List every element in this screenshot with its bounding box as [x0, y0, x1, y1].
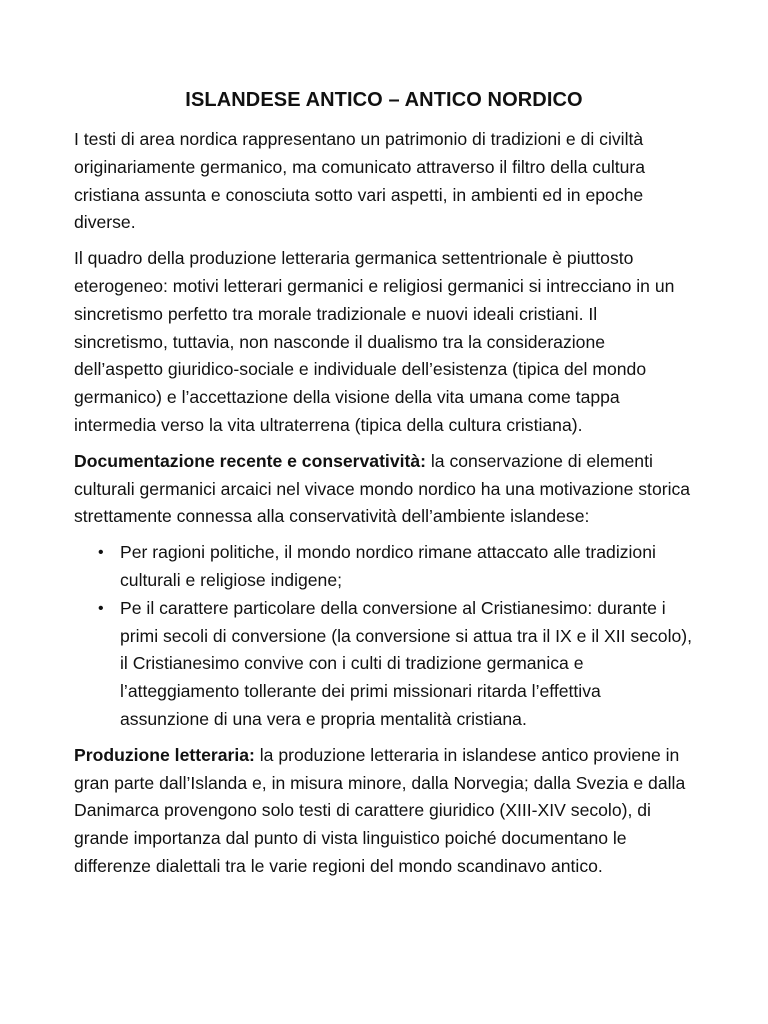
list-item-text: Per ragioni politiche, il mondo nordico rimane attaccato alle tradizioni culturali e religiose indigene;	[120, 542, 656, 590]
documentazione-paragraph	[74, 448, 694, 531]
intro-paragraph: I testi di area nordica rappresentano un patrimonio di tradizioni e di civiltà originariamente germanico, ma comunicato attraverso il filtro della cultura cristiana assunta e conosciuta sotto vari aspetti, in ambienti ed in epoche diverse.	[74, 129, 646, 233]
reasons-list	[74, 539, 694, 734]
produzione-lead: Produzione letteraria:	[74, 744, 255, 765]
produzione-paragraph	[74, 742, 694, 881]
document-title: ISLANDESE ANTICO – ANTICO NORDICO	[185, 89, 583, 111]
documentazione-text: la conservazione di elementi culturali germanici arcaici nel vivace mondo nordico ha una motivazione storica strettamente connessa alla conservatività dell’ambiente islandese:	[74, 450, 691, 527]
quadro-paragraph: Il quadro della produzione letteraria germanica settentrionale è piuttosto eterogeneo: motivi letterari germanici e religiosi germanici si intrecciano in un sincretismo perfetto tra morale tradizionale e nuovi ideali cristiani. Il sincretismo, tuttavia, non nasconde il dualismo tra la considerazione dell’aspetto giuridico-sociale e individuale dell’esistenza (tipica del mondo germanico) e l’accettazione della visione della vita umana come tappa intermedia verso la vita ultraterrena (tipica della cultura cristiana).	[74, 248, 675, 435]
list-item	[98, 539, 694, 595]
produzione-text: la produzione letteraria in islandese antico proviene in gran parte dall’Islanda e, in misura minore, dalla Norvegia; dalla Svezia e dalla Danimarca provengono solo testi di carattere giuridico (XIII-XIV secolo), di grande importanza dal punto di vista linguistico poiché documentano le differenze dialettali tra le varie regioni del mondo scandinavo antico.	[74, 744, 686, 876]
bullet-icon: •	[98, 544, 104, 562]
list-item	[98, 595, 694, 734]
documentazione-lead: Documentazione recente e conservatività:	[74, 450, 426, 471]
bullet-icon: •	[98, 599, 104, 617]
list-item-text: Pe il carattere particolare della conversione al Cristianesimo: durante i primi secoli di conversione (la conversione si attua tra il IX e il XII secolo), il Cristianesimo convive con i culti di tradizione germanica e l’atteggiamento tollerante dei primi missionari ritarda l’effettiva assunzione di una vera e propria mentalità cristiana.	[120, 597, 693, 729]
